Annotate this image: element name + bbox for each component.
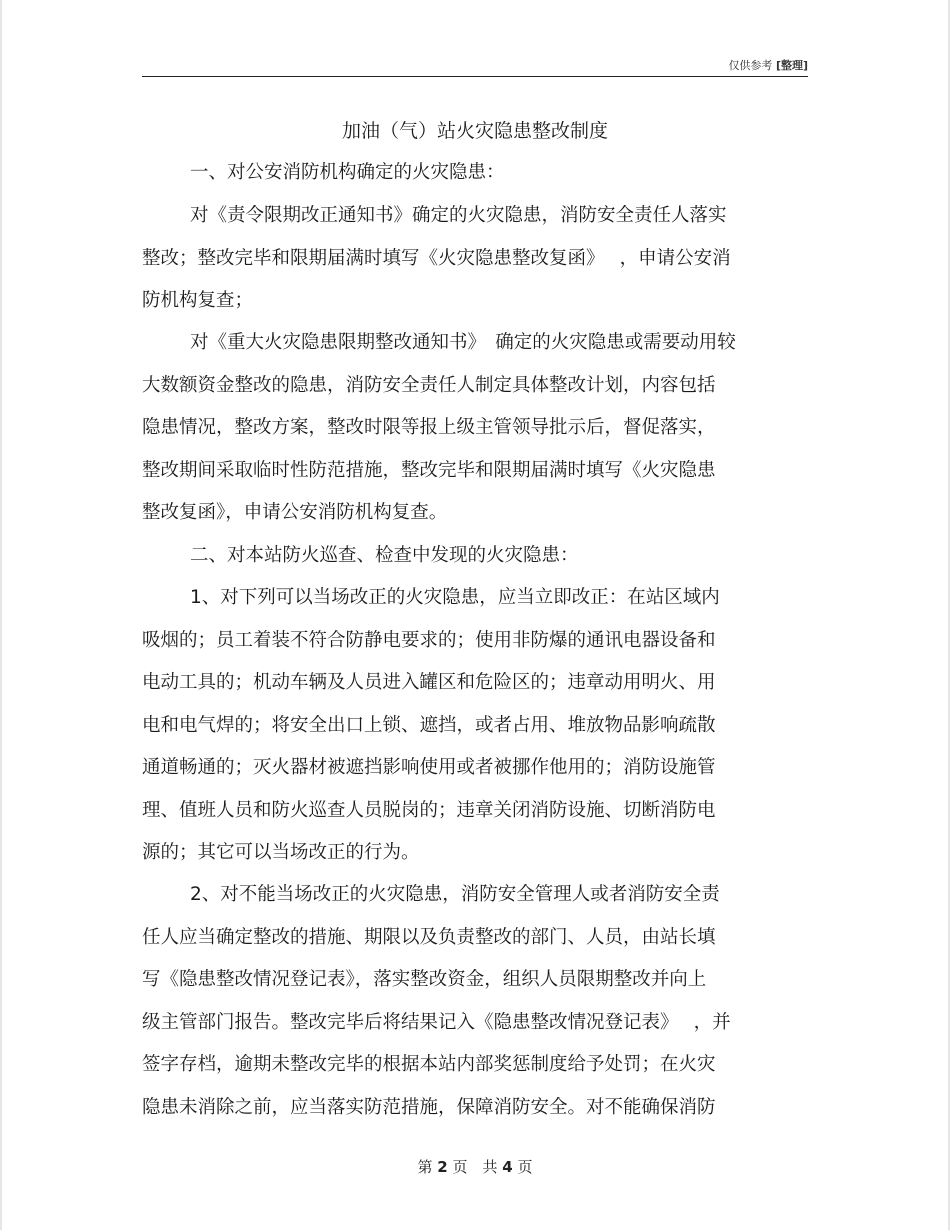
paragraph-line: 任人应当确定整改的措施、期限以及负责整改的部门、人员，由站长填 <box>142 927 716 948</box>
section-heading-2: 二、对本站防火巡查、检查中发现的火灾隐患： <box>190 545 579 566</box>
header-note-text: 仅供参考 <box>728 59 773 72</box>
paragraph-line: 整改复函》，申请公安消防机构复查。 <box>142 502 448 523</box>
paragraph-line: 整改；整改完毕和限期届满时填写《火灾隐患整改复函》 ，申请公安消 <box>142 248 731 269</box>
paragraph-line: 对《责令限期改正通知书》确定的火灾隐患，消防安全责任人落实 <box>190 205 727 226</box>
paragraph-line: 1、对下列可以当场改正的火灾隐患，应当立即改正：在站区域内 <box>190 587 720 608</box>
paragraph-line: 理、值班人员和防火巡查人员脱岗的；违章关闭消防设施、切断消防电 <box>142 800 716 821</box>
footer-middle: 页 共 <box>452 1158 498 1176</box>
paragraph-line: 整改期间采取临时性防范措施，整改完毕和限期届满时填写《火灾隐患 <box>142 460 716 481</box>
paragraph-line: 对《重大火灾隐患限期整改通知书》 确定的火灾隐患或需要动用较 <box>190 332 736 353</box>
current-page-number: 2 <box>437 1158 448 1176</box>
footer-suffix: 页 <box>517 1158 533 1176</box>
page-footer <box>2 1156 948 1177</box>
header-note <box>728 57 808 73</box>
paragraph-line: 隐患未消除之前，应当落实防范措施，保障消防安全。对不能确保消防 <box>142 1097 716 1118</box>
footer-prefix: 第 <box>417 1158 433 1176</box>
paragraph-line: 签字存档，逾期未整改完毕的根据本站内部奖惩制度给予处罚；在火灾 <box>142 1054 716 1075</box>
paragraph-line: 大数额资金整改的隐患，消防安全责任人制定具体整改计划，内容包括 <box>142 375 716 396</box>
header-tag: [整理] <box>775 59 808 72</box>
paragraph-line: 通道畅通的；灭火器材被遮挡影响使用或者被挪作他用的；消防设施管 <box>142 757 716 778</box>
paragraph-line: 隐患情况，整改方案，整改时限等报上级主管领导批示后，督促落实， <box>142 417 716 438</box>
document-title: 加油（气）站火灾隐患整改制度 <box>341 120 608 142</box>
paragraph-line: 2、对不能当场改正的火灾隐患，消防安全管理人或者消防安全责 <box>190 884 720 905</box>
paragraph-line: 电动工具的；机动车辆及人员进入罐区和危险区的；违章动用明火、用 <box>142 672 716 693</box>
paragraph-line: 吸烟的；员工着装不符合防静电要求的；使用非防爆的通讯电器设备和 <box>142 630 716 651</box>
paragraph-line: 防机构复查； <box>142 290 254 311</box>
header-rule <box>142 76 808 77</box>
paragraph-line: 写《隐患整改情况登记表》，落实整改资金，组织人员限期整改并向上 <box>142 969 707 990</box>
paragraph-line: 级主管部门报告。整改完毕后将结果记入《隐患整改情况登记表》 ，并 <box>142 1012 731 1033</box>
paragraph-line: 电和电气焊的；将安全出口上锁、遮挡，或者占用、堆放物品影响疏散 <box>142 715 716 736</box>
total-page-count: 4 <box>502 1158 513 1176</box>
paragraph-line: 源的；其它可以当场改正的行为。 <box>142 842 420 863</box>
section-heading-1: 一、对公安消防机构确定的火灾隐患： <box>190 162 505 183</box>
